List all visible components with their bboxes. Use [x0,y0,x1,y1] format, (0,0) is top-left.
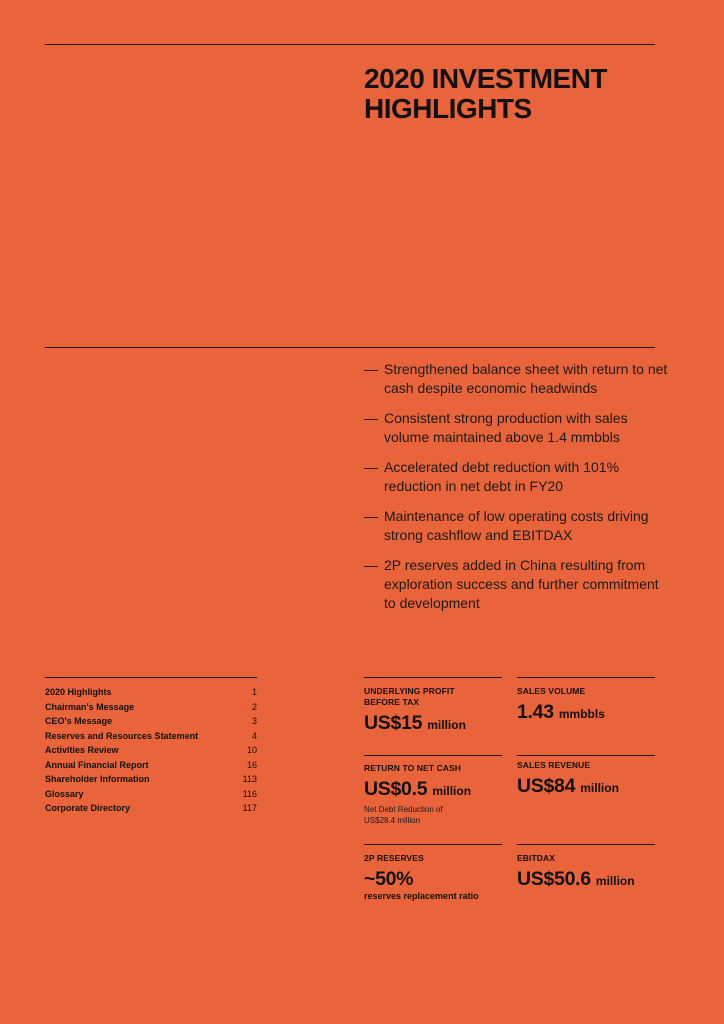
metric-value [364,868,502,890]
page-title-line1: 2020 INVESTMENT [364,63,608,94]
metric-label: SALES VOLUME [517,686,586,696]
highlight-item [364,458,674,496]
highlights-list [364,360,674,624]
toc-item-page: 10 [246,745,257,755]
metric-ebitdax [517,853,655,892]
toc-item-label: Corporate Directory [45,803,131,813]
toc-item[interactable] [45,743,257,758]
toc-item-page: 16 [246,759,257,770]
page-title-line2: HIGHLIGHTS [364,93,532,124]
highlight-text: Consistent strong production with sales volume maintained above 1.4 mmbbls [384,410,628,445]
middle-rule [45,347,655,348]
toc-item-page: 116 [242,788,257,799]
toc-rule [45,677,257,678]
top-rule [45,44,655,45]
metric-label [364,686,502,708]
highlight-text: 2P reserves added in China resulting from exploration success and further commitment to development [384,557,659,611]
metric-number: US$84 [517,775,576,797]
metric-subtext-line1: Net Debt Reduction of [364,805,443,814]
metric-rule-2p-reserves [364,844,502,845]
highlight-item [364,507,674,545]
toc-item-label: Chairman's Message [45,701,135,712]
toc-item[interactable] [45,700,257,715]
metric-value [364,712,502,736]
toc-item[interactable] [45,787,257,802]
metric-rule-sales-volume [517,677,655,678]
metric-2p-reserves [364,853,502,902]
bullet-dash: — [364,557,378,573]
metric-subtext-line2: US$28.4 million [364,816,421,825]
toc-item-page: 2 [251,701,257,712]
page-title [364,64,664,124]
toc-item-page: 3 [251,716,257,726]
toc-item-label: 2020 Highlights [45,687,112,697]
toc-item-page: 117 [242,803,257,813]
metric-value [517,701,655,725]
highlight-item [364,556,674,613]
metric-number: ~50% [364,868,414,890]
toc-item-label: Annual Financial Report [45,759,149,770]
toc-item-label: Reserves and Resources Statement [45,730,199,741]
toc-item[interactable] [45,729,257,744]
bullet-dash: — [364,459,378,475]
metric-unit: million [432,784,472,798]
metric-rule-underlying-profit [364,677,502,678]
metric-number: 1.43 [517,701,554,723]
toc-item-label: Activities Review [45,745,119,755]
metric-number: US$0.5 [364,778,428,800]
bullet-dash: — [364,361,378,377]
metric-subtext [364,804,502,826]
toc-item-label: CEO's Message [45,716,113,726]
metric-label: EBITDAX [517,853,556,863]
highlight-text: Accelerated debt reduction with 101% reduction in net debt in FY20 [384,459,620,494]
highlight-item [364,360,674,398]
toc-item-page: 1 [251,687,257,697]
metric-label-line2: BEFORE TAX [364,697,420,707]
metric-value [517,868,655,892]
highlight-text: Maintenance of low operating costs driving strong cashflow and EBITDAX [384,508,649,543]
metric-rule-sales-revenue [517,755,655,756]
metric-unit: million [427,718,466,732]
metric-label: SALES REVENUE [517,760,591,770]
metric-number: US$50.6 [517,868,591,890]
metric-unit: million [595,874,635,888]
metric-unit: million [580,781,619,795]
toc-item-page: 4 [251,730,257,741]
highlight-item [364,409,674,447]
metric-rule-return-net-cash [364,755,502,756]
toc-item[interactable] [45,758,257,773]
toc-item[interactable] [45,801,257,816]
toc-item[interactable] [45,714,257,729]
toc-item-label: Glossary [45,788,84,799]
metric-sales-volume [517,686,655,725]
table-of-contents [45,685,257,816]
bullet-dash: — [364,410,378,426]
metric-return-net-cash [364,763,502,826]
metric-value [517,775,655,799]
metric-label: 2P RESERVES [364,853,424,863]
toc-item-page: 113 [242,774,257,784]
metric-underlying-profit [364,686,502,736]
metric-label-line1: UNDERLYING PROFIT [364,686,455,696]
metric-subtext: reserves replacement ratio [364,891,479,901]
metric-number: US$15 [364,712,423,734]
toc-item[interactable] [45,685,257,700]
bullet-dash: — [364,508,378,524]
metric-unit: mmbbls [558,707,605,721]
metric-sales-revenue [517,760,655,799]
toc-item[interactable] [45,772,257,787]
metric-label: RETURN TO NET CASH [364,763,462,773]
metric-value [364,778,502,802]
toc-item-label: Shareholder Information [45,774,150,784]
highlight-text: Strengthened balance sheet with return to net cash despite economic headwinds [384,361,668,396]
metric-rule-ebitdax [517,844,655,845]
